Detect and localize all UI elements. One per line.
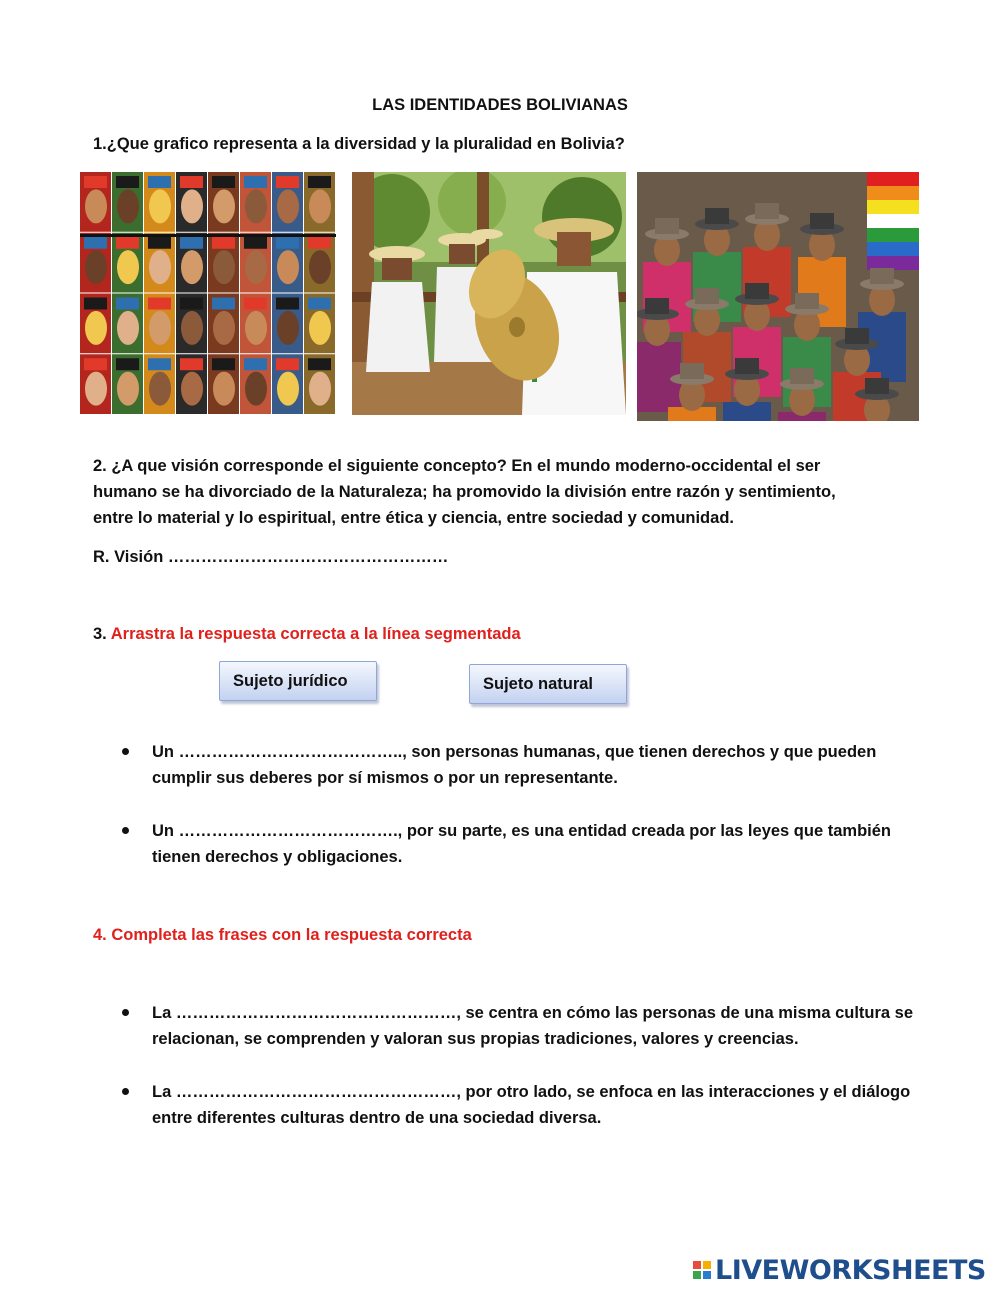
bullet-icon [122, 827, 129, 834]
question-3-heading [93, 621, 521, 647]
drag-option-sujeto-juridico[interactable]: Sujeto jurídico [219, 661, 377, 701]
question-2-line-3: entre lo material y lo espiritual, entre ética y ciencia, entre sociedad y comunidad. [93, 509, 734, 527]
liveworksheets-logo[interactable] [693, 1253, 986, 1287]
q4-item-2-line-1[interactable]: La ……………………………………………, por otro lado, se enfoca en las interacciones y el diálogo [152, 1083, 911, 1101]
q4-item-1-line-2: relacionan, se comprenden y valoran sus propias tradiciones, valores y creencias. [152, 1030, 799, 1048]
q4-item-2-line-2: entre diferentes culturas dentro de una sociedad diversa. [152, 1109, 602, 1127]
q4-item-1-line-1[interactable]: La ……………………………………………, se centra en cómo las personas de una misma cultura se [152, 1004, 914, 1022]
drag-option-sujeto-natural[interactable]: Sujeto natural [469, 664, 627, 704]
answer-vision-field[interactable]: R. Visión …………………………………………… [93, 548, 449, 566]
question-2-line-1: 2. ¿A que visión corresponde el siguiente concepto? En el mundo moderno-occidental el ser [93, 457, 821, 475]
question-3-number: 3. [93, 625, 111, 643]
q3-item-1-line-2: cumplir sus deberes por sí mismos o por un representante. [152, 769, 618, 787]
bullet-icon [122, 1009, 129, 1016]
crowd-image[interactable] [637, 172, 919, 421]
faces-mosaic-graphic [80, 172, 336, 415]
faces-mosaic-image[interactable] [80, 172, 336, 415]
question-3-instruction: Arrastra la respuesta correcta a la línea segmentada [110, 625, 521, 643]
musicians-image[interactable] [352, 172, 626, 415]
q3-item-2-line-1[interactable]: Un …………………………………., por su parte, es una entidad creada por las leyes que también [152, 822, 891, 840]
logo-text: LIVEWORKSHEETS [715, 1254, 986, 1286]
q3-item-2-line-2: tienen derechos y obligaciones. [152, 848, 403, 866]
logo-mark-icon [693, 1261, 711, 1279]
crowd-graphic [637, 172, 919, 421]
bullet-icon [122, 1088, 129, 1095]
q3-item-1-line-1[interactable]: Un ………………………………….., son personas humanas, que tienen derechos y que pueden [152, 743, 877, 761]
bullet-icon [122, 748, 129, 755]
musicians-graphic [352, 172, 626, 415]
question-4-instruction: 4. Completa las frases con la respuesta correcta [93, 926, 472, 944]
question-1: 1.¿Que grafico representa a la diversidad y la pluralidad en Bolivia? [93, 135, 625, 153]
page-title: LAS IDENTIDADES BOLIVIANAS [372, 96, 628, 114]
question-2-line-2: humano se ha divorciado de la Naturaleza; ha promovido la división entre razón y sentimiento, [93, 483, 836, 501]
